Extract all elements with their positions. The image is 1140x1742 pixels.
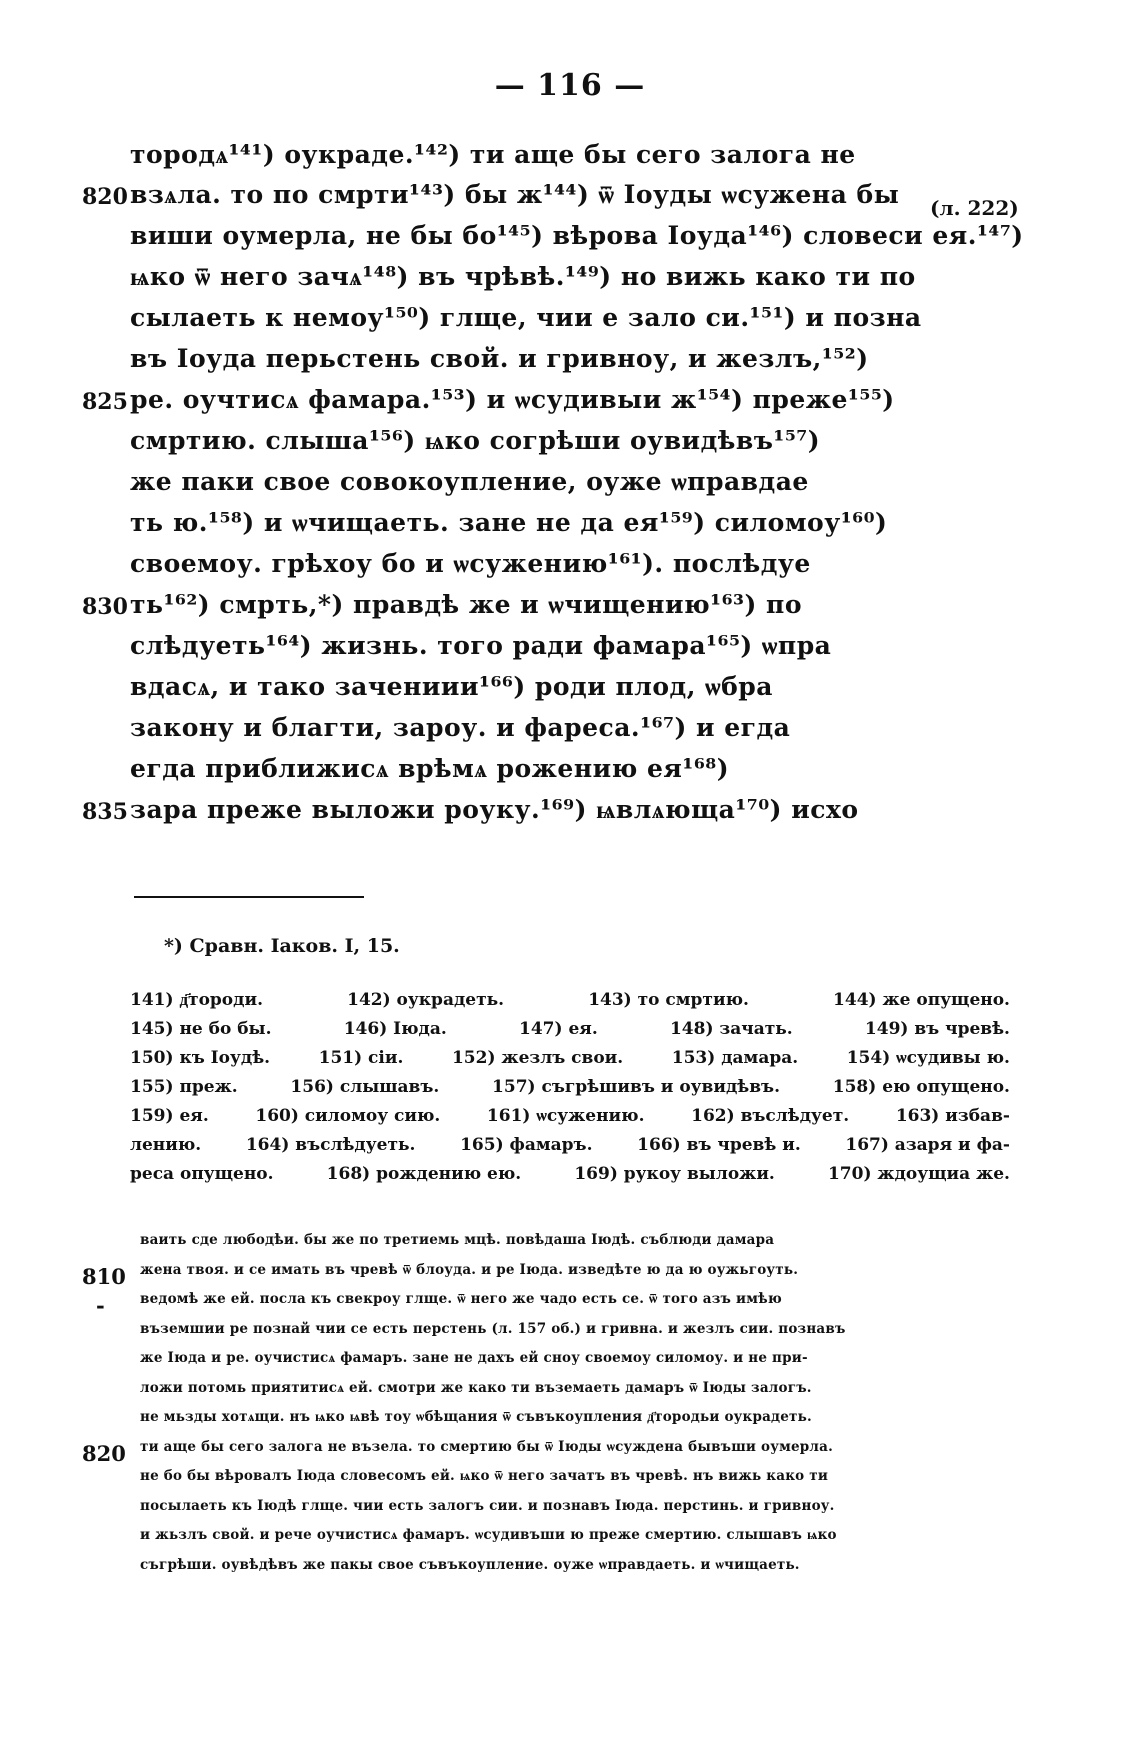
variant-reading: 169) рукоу выложи. [574, 1164, 775, 1184]
line-number: 820 [82, 184, 128, 210]
parallel-text-line: жена твоя. и се имать въ чревѣ ѿ блоуда. и ре Ιюда. изведѣте ю да ю оужьгоуть. [140, 1261, 799, 1278]
parallel-text-line: не бо бы вѣровалъ Ιюда словесомъ ей. ѩко ѿ него зачатъ въ чревѣ. нъ вижь како ти [140, 1468, 829, 1484]
main-text-line-5: сылаеть к немоу¹⁵⁰) глще, чии е зало си.¹⁵¹) и позна [130, 303, 922, 332]
variant-reading: 152) жезлъ свои. [451, 1048, 624, 1068]
variant-reading: 159) ея. [130, 1106, 209, 1126]
variant-reading: 168) рождению ею. [326, 1164, 522, 1184]
variant-reading: лению. [130, 1135, 202, 1155]
variant-line [130, 1164, 1010, 1193]
variant-line [130, 1106, 1010, 1135]
parallel-text-line: ведомѣ же ей. посла къ свекроу глще. ѿ него же чадо есть се. ѿ того азъ имѣю [140, 1291, 782, 1307]
variant-reading: 155) преж. [130, 1077, 238, 1097]
main-text-line-16: егда приближисѧ врѣмѧ рожению ея¹⁶⁸) [130, 754, 730, 783]
variant-reading: 162) въслѣдует. [691, 1106, 850, 1126]
main-text-line-7: ре. оучтисѧ фамара.¹⁵³) и ѡсудивыи ж¹⁵⁴) преже¹⁵⁵) [130, 385, 895, 414]
main-text-line-8: смртию. слыша¹⁵⁶) ѩко согрѣши оувидѣвъ¹⁵⁷) [130, 426, 821, 455]
variant-reading: 154) ѡсудивы ю. [846, 1048, 1010, 1068]
parallel-text [140, 1232, 1010, 1586]
line-number: - [96, 1293, 105, 1318]
variant-line [130, 1135, 1010, 1164]
footnote: *) Сравн. Iаков. I, 15. [164, 935, 400, 957]
main-text-line-4: ѩко ѿ него зачѧ¹⁴⁸) въ чрѣвѣ.¹⁴⁹) но вижь како ти по [130, 262, 916, 291]
main-text-line-17: зара преже выложи роуку.¹⁶⁹) ѩвлѧюща¹⁷⁰) исхо [130, 795, 859, 824]
variant-reading: 163) избав- [895, 1106, 1010, 1126]
variant-reading: 141) д҃тороди. [130, 990, 264, 1010]
parallel-text-line: ваить сде любодѣи. бы же по третиемь мцѣ. повѣдаша Ιюдѣ. съблюди дамара [140, 1232, 775, 1248]
variant-reading: 170) ждоущиа же. [827, 1164, 1010, 1184]
line-number: 820 [82, 1441, 126, 1466]
variant-reading: 149) въ чревѣ. [864, 1019, 1010, 1039]
main-text-line-2: взѧла. то по смрти¹⁴³) бы ж¹⁴⁴) ѿ Ιоуды ѡсужена бы [130, 180, 900, 209]
parallel-text-line: не мьзды хотѧщи. нъ ѩко ѩвѣ тоу ѡбѣщания ѿ съвъкоупления д҃тородьи оукрадеть. [140, 1409, 812, 1425]
variant-readings [130, 990, 1010, 1193]
variant-reading: 157) съгрѣшивъ и оувидѣвъ. [492, 1077, 781, 1097]
variant-reading: 142) оукрадеть. [347, 990, 505, 1010]
parallel-text-line: въземшии ре познай чии се есть перстень (л. 157 об.) и гривна. и жезлъ сии. познавъ [140, 1320, 846, 1337]
variant-line [130, 1048, 1010, 1077]
main-text-line-3: виши оумерла, не бы бо¹⁴⁵) вѣрова Ιоуда¹⁴⁶) словеси ея.¹⁴⁷) [130, 221, 1024, 250]
line-number: 810 [82, 1264, 126, 1289]
variant-reading: 146) Ιюда. [343, 1019, 447, 1039]
variant-reading: 153) дамара. [671, 1048, 799, 1068]
variant-reading: 143) то смртию. [588, 990, 749, 1010]
variant-reading: 148) зачать. [669, 1019, 793, 1039]
variant-line [130, 1019, 1010, 1048]
parallel-text-line: и жьзлъ свой. и рече оучистисѧ фамаръ. ѡсудивъши ю преже смертию. слышавъ ѩко [140, 1527, 837, 1543]
manuscript-leaf-reference: (л. 222) [930, 196, 1019, 220]
main-text-line-12: ть¹⁶²) смрть,*) правдѣ же и ѡчищению¹⁶³) по [130, 590, 803, 619]
parallel-text-line: же Ιюда и ре. оучистисѧ фамаръ. зане не дахъ ей сноу своемоу силомоу. и не при- [140, 1350, 808, 1366]
variant-reading: 145) не бо бы. [130, 1019, 272, 1039]
variant-reading: 160) силомоу сию. [255, 1106, 441, 1126]
main-text-line-14: вдасѧ, и тако зачениии¹⁶⁶) роди плод, ѡбра [130, 672, 773, 701]
main-text-line-10: ть ю.¹⁵⁸) и ѡчищаеть. зане не да ея¹⁵⁹) силомоу¹⁶⁰) [130, 508, 888, 537]
main-text-line-11: своемоу. грѣхоу бо и ѡсужению¹⁶¹). послѣдуе [130, 549, 811, 578]
variant-reading: 167) азаря и фа- [845, 1135, 1010, 1155]
parallel-text-line: посылаеть къ Ιюдѣ глще. чии есть залогъ сии. и познавъ Ιюда. перстинь. и гривноу. [140, 1497, 835, 1514]
variant-reading: 164) въслѣдуеть. [245, 1135, 416, 1155]
variant-reading: 150) къ Ιоудѣ. [130, 1048, 271, 1068]
variant-reading: реса опущено. [130, 1164, 274, 1184]
variant-reading: 156) слышавъ. [290, 1077, 440, 1097]
page-number: — 116 — [494, 68, 646, 103]
parallel-text-line: съгрѣши. оувѣдѣвъ же пакы свое съвъкоупление. оуже ѡправдаеть. и ѡчищаеть. [140, 1556, 800, 1573]
variant-reading: 144) же опущено. [833, 990, 1010, 1010]
variant-reading: 161) ѡсужению. [486, 1106, 645, 1126]
main-text-line-1: тородѧ¹⁴¹) оукраде.¹⁴²) ти аще бы сего залога не [130, 140, 856, 169]
line-number: 825 [82, 389, 128, 415]
variant-reading: 158) ею опущено. [832, 1077, 1010, 1097]
main-text-line-15: закону и благти, зароу. и фареса.¹⁶⁷) и егда [130, 713, 791, 742]
parallel-text-line: ти аще бы сего залога не възела. то смертию бы ѿ Ιюды ѡсуждена бывъши оумерла. [140, 1438, 833, 1455]
variant-reading: 166) въ чревѣ и. [637, 1135, 801, 1155]
main-text-line-6: въ Ιоуда перьстень свой. и гривноу, и жезлъ,¹⁵²) [130, 344, 869, 373]
variant-line [130, 1077, 1010, 1106]
footnote-divider [134, 896, 364, 898]
parallel-text-line: ложи потомь приятитисѧ ей. смотри же како ти въземаеть дамаръ ѿ Ιюды залогъ. [140, 1379, 812, 1396]
variant-reading: 165) фамаръ. [460, 1135, 593, 1155]
variant-reading: 147) ея. [519, 1019, 598, 1039]
main-text-line-13: слѣдуеть¹⁶⁴) жизнь. того ради фамара¹⁶⁵) ѡпра [130, 631, 832, 660]
line-number: 835 [82, 799, 128, 825]
variant-line [130, 990, 1010, 1019]
main-text-line-9: же паки свое совокоупление, оуже ѡправдае [130, 467, 809, 496]
variant-reading: 151) сiи. [318, 1048, 404, 1068]
line-number: 830 [82, 594, 128, 620]
